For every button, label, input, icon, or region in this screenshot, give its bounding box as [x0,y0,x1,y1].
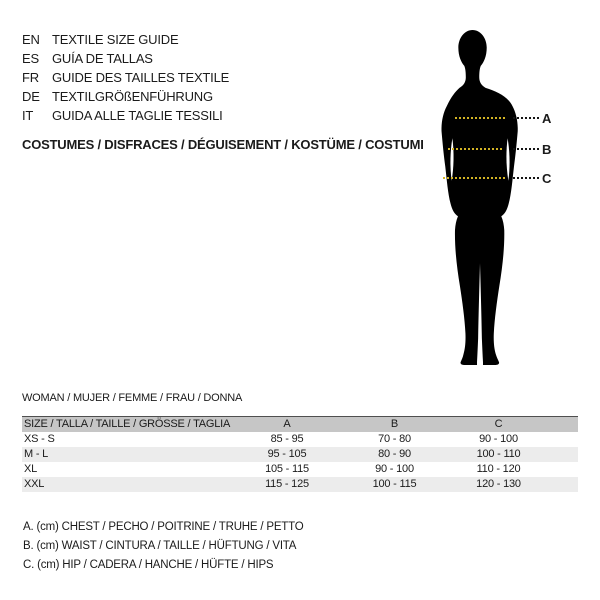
size-cell: M - L [24,448,49,460]
language-item [22,49,229,68]
waist-line-leader [513,148,539,150]
table-row [22,462,578,477]
waist-cell: 70 - 80 [378,433,411,445]
table-row [22,432,578,447]
waist-cell: 90 - 100 [375,463,414,475]
waist-cell: 100 - 115 [372,478,417,490]
language-code: EN [22,32,40,47]
language-label: TEXTILGRÖßENFÜHRUNG [52,89,213,104]
size-cell: XS - S [24,433,55,445]
chest-cell: 85 - 95 [270,433,304,445]
size-table-title: WOMAN / MUJER / FEMME / FRAU / DONNA [22,392,243,404]
language-code: DE [22,89,40,104]
hip-cell: 90 - 100 [479,433,518,445]
chest-cell: 95 - 105 [267,448,307,460]
legend-item-chest: A. (cm) CHEST / PECHO / POITRINE / TRUHE / PETTO [23,521,304,533]
size-cell: XXL [24,478,45,490]
language-item [22,106,229,125]
marker-a-label: A [542,111,552,126]
language-item [22,30,229,49]
language-code: ES [22,51,39,66]
category-heading: COSTUMES / DISFRACES / DÉGUISEMENT / KOSTÜME / COSTUMI [22,137,424,152]
waist-cell: 80 - 90 [378,448,411,460]
measurement-legend [23,518,304,575]
header-col-a: A [283,418,291,430]
legend-item-hip: C. (cm) HIP / CADERA / HANCHE / HÜFTE / HIPS [23,559,274,571]
size-cell: XL [24,463,38,475]
legend-item-waist: B. (cm) WAIST / CINTURA / TAILLE / HÜFTUNG / VITA [23,540,297,552]
size-table [22,416,578,492]
language-item [22,68,229,87]
language-label: GUÍA DE TALLAS [52,51,153,66]
marker-c-label: C [542,171,552,186]
language-code: FR [22,70,39,85]
language-item [22,87,229,106]
hip-cell: 110 - 120 [476,463,521,475]
waist-line-on-body [448,148,502,150]
language-code: IT [22,108,34,123]
hip-line-leader [513,177,539,179]
language-label: GUIDE DES TAILLES TEXTILE [52,70,230,85]
header-size-label: SIZE / TALLA / TAILLE / GRÖSSE / TAGLIA [24,418,231,430]
woman-silhouette-icon [424,28,536,366]
language-label: TEXTILE SIZE GUIDE [52,32,179,47]
hip-line-on-body [443,177,506,179]
table-row [22,477,578,492]
header-col-c: C [494,418,503,430]
chest-line-on-body [455,117,505,119]
chest-cell: 105 - 115 [265,463,309,475]
marker-b-label: B [542,142,552,157]
language-label: GUIDA ALLE TAGLIE TESSILI [52,108,223,123]
table-row [22,447,578,462]
header-col-b: B [390,418,399,430]
hip-cell: 120 - 130 [476,478,521,490]
language-list [22,30,229,125]
chest-line-leader [513,117,539,119]
chest-cell: 115 - 125 [265,478,309,490]
hip-cell: 100 - 110 [476,448,521,460]
size-table-header-row [22,416,578,432]
